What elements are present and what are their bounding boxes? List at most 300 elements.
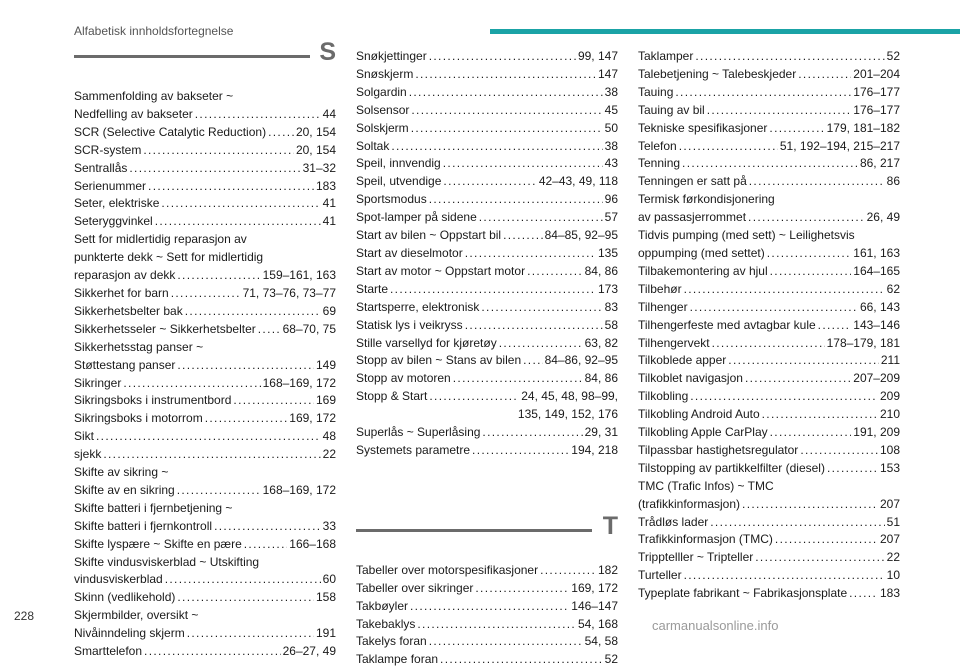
index-entry-label: Start av bilen ~ Oppstart bil (356, 228, 502, 243)
index-entry-label: Tauing (638, 84, 674, 99)
index-entry-label: (trafikkinformasjon) (638, 496, 741, 511)
index-entry-pages: 58 (604, 317, 618, 332)
dot-leader (411, 120, 603, 138)
index-entry-label: Nedfelling av bakseter (74, 106, 193, 121)
dot-leader (214, 518, 321, 536)
index-entry-label: Speil, innvendig (356, 156, 441, 171)
dot-leader (770, 263, 852, 281)
index-entry-label: Stille varsellyd for kjøretøy (356, 335, 497, 350)
index-entry-pages: 166–168 (289, 536, 336, 551)
index-entry-label: Tilhengerfeste med avtagbar kule (638, 317, 816, 332)
index-entry-pages: 10 (886, 568, 900, 583)
dot-leader (417, 616, 576, 634)
index-entry-pages: 62 (886, 281, 900, 296)
index-entry-label: vindusviskerblad (74, 572, 163, 587)
index-entry-label: Sikkerhetsstag panser ~ (74, 339, 204, 354)
index-entry-label: Trådløs lader (638, 514, 709, 529)
index-entry-label: Tilkoblet navigasjon (638, 371, 743, 386)
index-entry-pages: 168–169, 172 (262, 482, 336, 497)
index-entry-label: Sikringsboks i instrumentbord (74, 393, 232, 408)
index-entry-label: Tilkobling Apple CarPlay (638, 425, 768, 440)
dot-leader (798, 66, 851, 84)
index-entry (638, 245, 900, 263)
dot-leader (770, 424, 852, 442)
index-entry-label: Startsperre, elektronisk (356, 299, 480, 314)
index-entry-pages: 20, 154 (295, 142, 336, 157)
index-entry-pages: 69 (322, 303, 336, 318)
index-entry (638, 388, 900, 406)
index-entry-label: Start av motor ~ Oppstart motor (356, 263, 526, 278)
index-entry-pages: 173 (597, 281, 618, 296)
index-entry-pages: 201–204 (853, 66, 900, 81)
index-entry-label: Takebaklys (356, 616, 416, 631)
dot-leader (415, 66, 596, 84)
dot-leader (233, 392, 314, 410)
index-entry (74, 571, 336, 589)
dot-leader (171, 285, 241, 303)
dot-leader (479, 209, 603, 227)
index-entry-label: Nivåinndeling skjerm (74, 626, 185, 641)
index-entry-label: Tenningen er satt på (638, 174, 747, 189)
dot-leader (707, 102, 852, 120)
index-entry-label: Tabeller over sikringer (356, 580, 474, 595)
dot-leader (465, 245, 596, 263)
index-entry-pages: 26–27, 49 (282, 644, 336, 659)
dot-leader (453, 370, 583, 388)
index-entry-pages: 38 (604, 138, 618, 153)
dot-leader (755, 549, 884, 567)
index-entry-label: Statisk lys i veikryss (356, 317, 463, 332)
index-entry-label: Sikkerhetsseler ~ Sikkerhetsbelter (74, 321, 256, 336)
index-entry (74, 160, 336, 178)
dot-leader (185, 303, 321, 321)
index-entry (74, 357, 336, 375)
index-entry-label: Starte (356, 281, 389, 296)
index-entry-pages: 135 (597, 245, 618, 260)
index-entry-label: Spot-lamper på sidene (356, 210, 477, 225)
page-number: 228 (14, 609, 35, 623)
index-entry-pages: 84–86, 92–95 (544, 353, 618, 368)
index-entry (638, 263, 900, 281)
dot-leader (129, 160, 300, 178)
index-entry-label: Sikringer (74, 375, 122, 390)
dot-leader (475, 580, 569, 598)
index-entry-pages: 83 (604, 299, 618, 314)
index-entry (74, 589, 336, 607)
index-entry (74, 267, 336, 285)
index-entry-pages: 210 (879, 407, 900, 422)
index-entry-pages: 38 (604, 84, 618, 99)
index-entry-pages: 43 (604, 156, 618, 171)
index-entry-label: Turteller (638, 568, 682, 583)
index-entry-label: Sikringsboks i motorrom (74, 411, 203, 426)
index-entry-pages: 207 (879, 496, 900, 511)
index-entry-label: Stopp & Start (356, 389, 428, 404)
index-entry (356, 263, 618, 281)
index-entry (356, 562, 618, 580)
index-entry-pages: 22 (886, 550, 900, 565)
dot-leader (775, 531, 878, 549)
index-entry (356, 633, 618, 651)
dot-leader (155, 213, 321, 231)
dot-leader (849, 585, 878, 603)
index-entry (356, 335, 618, 353)
index-entry-pages: 41 (322, 196, 336, 211)
index-entry-pages: 179, 181–182 (826, 120, 900, 135)
index-entry-pages: 45 (604, 102, 618, 117)
index-entry (638, 549, 900, 567)
index-entry-pages: 33 (322, 518, 336, 533)
index-entry-pages: 52 (604, 652, 618, 667)
index-entry-label: Skifte av en sikring (74, 482, 175, 497)
dot-leader (540, 562, 596, 580)
dot-leader (443, 173, 536, 191)
index-entry (638, 299, 900, 317)
index-entry (356, 245, 618, 263)
index-entry-pages: 169 (315, 393, 336, 408)
index-entry (74, 643, 336, 661)
dot-leader (728, 352, 879, 370)
dot-leader (144, 643, 281, 661)
index-entry-label: Takbøyler (356, 598, 409, 613)
dot-leader (411, 102, 602, 120)
index-entry-label: Taklampe foran (356, 652, 439, 667)
index-entry (74, 446, 336, 464)
index-entry-pages: 159–161, 163 (262, 268, 336, 283)
dot-leader (205, 410, 288, 428)
index-entry (356, 155, 618, 173)
dot-leader (390, 281, 596, 299)
dot-leader (443, 155, 603, 173)
index-entry (638, 66, 900, 84)
index-entry (356, 424, 618, 442)
dot-leader (410, 598, 569, 616)
index-entry-label: SCR (Selective Catalytic Reduction) (74, 124, 267, 139)
index-entry (74, 321, 336, 339)
index-entry-label: Tilhenger (638, 299, 688, 314)
index-column-3 (638, 48, 900, 603)
index-entry (74, 106, 336, 124)
index-entry (638, 370, 900, 388)
index-entry (638, 335, 900, 353)
index-entry-pages: 182 (597, 562, 618, 577)
dot-leader (268, 124, 294, 142)
index-entry-pages: 54, 168 (577, 616, 618, 631)
index-entry-label: Solskjerm (356, 120, 409, 135)
index-entry-label: reparasjon av dekk (74, 268, 176, 283)
dot-leader (391, 138, 602, 156)
dot-leader (161, 195, 320, 213)
section-letter: S (319, 38, 336, 66)
index-entry-label: Start av dieselmotor (356, 245, 463, 260)
index-entry-pages: 60 (322, 572, 336, 587)
index-entry-label: Skinn (vedlikehold) (74, 590, 176, 605)
dot-leader (767, 245, 852, 263)
index-entry-pages: 48 (322, 429, 336, 444)
dot-leader (177, 267, 260, 285)
dot-leader (690, 299, 858, 317)
section-header-t (356, 511, 618, 562)
index-entry (74, 178, 336, 196)
index-entry-pages-continued: 135, 149, 152, 176 (517, 407, 618, 422)
index-entry-label: Snøkjettinger (356, 49, 427, 63)
dot-leader (684, 567, 885, 585)
index-entry (638, 442, 900, 460)
index-entry (356, 580, 618, 598)
index-entry-label: Telefon (638, 138, 677, 153)
dot-leader (177, 482, 261, 500)
index-entry (638, 514, 900, 532)
index-entry (356, 84, 618, 102)
index-entry (638, 460, 900, 478)
index-entry-pages: 158 (315, 590, 336, 605)
index-entry-label: Solsensor (356, 102, 410, 117)
site-watermark: carmanualsonline.info (652, 618, 779, 633)
index-entry (74, 124, 336, 142)
index-entry (638, 585, 900, 603)
index-entry (638, 209, 900, 227)
index-entry-pages: 66, 143 (859, 299, 900, 314)
index-entry-label: Tilpassbar hastighetsregulator (638, 442, 799, 457)
index-entry (356, 209, 618, 227)
dot-leader (745, 370, 851, 388)
dot-leader (769, 120, 824, 138)
index-entry-label: av passasjerrommet (638, 210, 747, 225)
section-header-s (74, 38, 336, 88)
index-entry-label: Skjermbilder, oversikt ~ (74, 608, 199, 623)
index-entry (74, 285, 336, 303)
index-entry (638, 173, 900, 191)
index-entry-pages: 42–43, 49, 118 (538, 174, 618, 189)
index-entry (74, 195, 336, 213)
dot-leader (429, 388, 519, 406)
dot-leader (429, 48, 576, 66)
index-entry-pages: 147 (597, 66, 618, 81)
index-entry-label: Stopp av motoren (356, 371, 451, 386)
index-entry-label: Trafikkinformasjon (TMC) (638, 532, 773, 547)
index-entry (638, 531, 900, 549)
index-entry-label: Sett for midlertidig reparasjon av (74, 232, 247, 247)
dot-leader (684, 281, 885, 299)
index-entry-label: Tilkoblede apper (638, 353, 727, 368)
index-entry (74, 536, 336, 554)
index-entry-label: Termisk førkondisjonering (638, 192, 775, 207)
index-entry-pages: 22 (322, 447, 336, 462)
section-rule (74, 55, 310, 58)
index-entry (356, 120, 618, 138)
index-entry-pages: 99, 147 (577, 49, 618, 63)
index-entry-pages: 51 (886, 514, 900, 529)
index-entry-pages: 84, 86 (584, 371, 618, 386)
index-entry-label: Tidvis pumping (med sett) ~ Leilighetsvis (638, 228, 855, 243)
index-entry-label: Soltak (356, 138, 390, 153)
index-entry-label: Støttestang panser (74, 357, 176, 372)
page-header-title: Alfabetisk innholdsfortegnelse (74, 24, 234, 38)
index-entry-pages: 153 (879, 460, 900, 475)
index-entry (356, 299, 618, 317)
index-entry (356, 102, 618, 120)
index-entry (356, 442, 618, 460)
dot-leader (187, 625, 314, 643)
dot-leader (503, 227, 543, 245)
dot-leader (523, 352, 542, 370)
index-entry-pages: 63, 82 (584, 335, 618, 350)
index-entry-pages: 54, 58 (584, 634, 618, 649)
index-entry (356, 281, 618, 299)
index-entry-label: Tilhengervekt (638, 335, 710, 350)
index-entry (638, 102, 900, 120)
index-entry-pages: 29, 31 (584, 425, 618, 440)
index-entry-label: Taklamper (638, 49, 694, 63)
index-entry (74, 142, 336, 160)
index-entry (356, 173, 618, 191)
index-entry-label: Tilstopping av partikkelfilter (diesel) (638, 460, 825, 475)
dot-leader (481, 299, 602, 317)
index-entry-label: Superlås ~ Superlåsing (356, 425, 481, 440)
index-entry-label: Tilbehør (638, 281, 682, 296)
index-entry-pages: 169, 172 (289, 411, 336, 426)
index-entry (74, 482, 336, 500)
index-entry-pages: 71, 73–76, 73–77 (242, 285, 336, 300)
dot-leader (762, 406, 878, 424)
index-entry (638, 424, 900, 442)
index-entry-pages: 68–70, 75 (282, 321, 336, 336)
index-entry-label: Sammenfolding av bakseter ~ (74, 89, 234, 103)
index-entry-pages: 194, 218 (571, 442, 618, 457)
index-entry (638, 155, 900, 173)
dot-leader (465, 317, 603, 335)
index-entry-pages: 51, 192–194, 215–217 (779, 138, 900, 153)
index-entry (356, 66, 618, 84)
dot-leader (499, 335, 583, 353)
index-entry-pages: 86, 217 (859, 156, 900, 171)
dot-leader (818, 317, 852, 335)
dot-leader (800, 442, 878, 460)
index-entry-label: Skifte lyspære ~ Skifte en pære (74, 536, 242, 551)
dot-leader (742, 496, 878, 514)
index-entry-label: Sikkerhetsbelter bak (74, 303, 183, 318)
index-entry-label: sjekk (74, 447, 102, 462)
index-entry-pages: 31–32 (302, 160, 336, 175)
index-entry (638, 138, 900, 156)
dot-leader (429, 191, 603, 209)
index-entry-label: Smarttelefon (74, 644, 143, 659)
index-entry-label: Talebetjening ~ Talebeskjeder (638, 66, 797, 81)
index-entry-label: Sentrallås (74, 160, 128, 175)
index-entry (74, 303, 336, 321)
index-entry-pages: 168–169, 172 (262, 375, 336, 390)
index-entry-pages: 20, 154 (295, 124, 336, 139)
dot-leader (690, 388, 878, 406)
dot-leader (695, 48, 884, 66)
index-entry-pages: 44 (322, 106, 336, 121)
index-entry (638, 567, 900, 585)
index-entry-pages: 183 (879, 586, 900, 601)
index-entry-pages: 207 (879, 532, 900, 547)
index-entry-pages: 149 (315, 357, 336, 372)
dot-leader (143, 142, 294, 160)
index-entry (356, 352, 618, 370)
index-entry-pages: 178–179, 181 (826, 335, 900, 350)
index-entry (638, 496, 900, 514)
index-entry-label: Sportsmodus (356, 192, 427, 207)
index-entry (74, 518, 336, 536)
index-entry-pages: 191, 209 (853, 425, 900, 440)
dot-leader (165, 571, 321, 589)
index-entry (356, 227, 618, 245)
index-entry-label: TMC (Trafic Infos) ~ TMC (638, 478, 774, 493)
index-entry-label: Tabeller over motorspesifikasjoner (356, 562, 539, 577)
dot-leader (482, 424, 582, 442)
index-entry-label: oppumping (med settet) (638, 245, 765, 260)
index-entry-pages: 209 (879, 389, 900, 404)
dot-leader (177, 589, 314, 607)
index-entry-label: Snøskjerm (356, 66, 414, 81)
header-accent-bar (490, 29, 960, 34)
index-entry (638, 120, 900, 138)
index-entry-pages: 24, 45, 48, 98–99, (521, 389, 618, 404)
index-entry (638, 352, 900, 370)
index-entry-pages: 57 (604, 210, 618, 225)
index-entry (356, 317, 618, 335)
dot-leader (679, 138, 778, 156)
dot-leader (195, 106, 321, 124)
index-entry-pages: 183 (315, 178, 336, 193)
index-entry (638, 48, 900, 66)
dot-leader (409, 84, 603, 102)
index-entry-pages: 84–85, 92–95 (544, 228, 618, 243)
dot-leader (748, 209, 865, 227)
index-entry-pages: 191 (315, 626, 336, 641)
dot-leader (177, 357, 314, 375)
dot-leader (440, 651, 603, 669)
index-entry-label: Skifte av sikring ~ (74, 465, 169, 480)
index-entry-label: Skifte vindusviskerblad ~ Utskifting (74, 554, 260, 569)
dot-leader (96, 428, 321, 446)
index-entry (356, 48, 618, 66)
index-entry-pages: 86 (886, 174, 900, 189)
section-rule (356, 529, 592, 532)
dot-leader (749, 173, 885, 191)
index-entry-label: Sikt (74, 429, 95, 444)
index-entry-pages: 164–165 (853, 263, 900, 278)
index-entry (356, 598, 618, 616)
dot-leader (675, 84, 851, 102)
index-entry (74, 392, 336, 410)
index-entry-pages: 41 (322, 214, 336, 229)
index-entry (638, 317, 900, 335)
index-entry-label: Takelys foran (356, 634, 427, 649)
index-entry-label: Sikkerhet for barn (74, 285, 169, 300)
index-entry-pages: 143–146 (853, 317, 900, 332)
index-entry (74, 410, 336, 428)
index-entry (74, 375, 336, 393)
index-entry-label: Skifte batteri i fjernkontroll (74, 518, 213, 533)
index-entry-label: punkterte dekk ~ Sett for midlertidig (74, 250, 264, 265)
index-entry-label: Seter, elektriske (74, 196, 160, 211)
dot-leader (710, 514, 884, 532)
section-letter: T (602, 511, 618, 540)
index-entry (356, 616, 618, 634)
dot-leader (827, 460, 878, 478)
dot-leader (472, 442, 569, 460)
index-entry-label: Tilkobling (638, 389, 689, 404)
dot-leader (712, 335, 825, 353)
dot-leader (123, 375, 260, 393)
index-entry-label: Typeplate fabrikant ~ Fabrikasjonsplate (638, 586, 848, 601)
index-entry-pages: 176–177 (853, 84, 900, 99)
index-entry-label: Tripptelller ~ Tripteller (638, 550, 754, 565)
